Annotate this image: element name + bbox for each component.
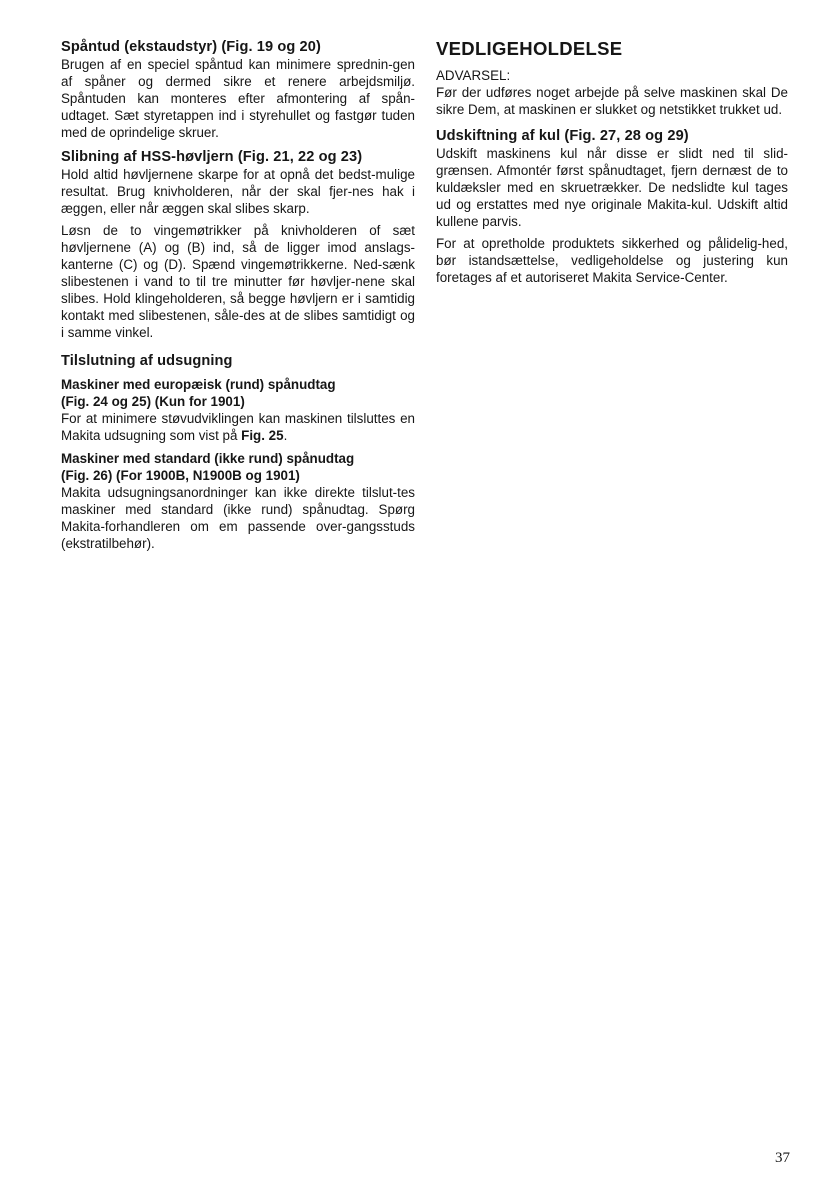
- warning-text: Før der udføres noget arbejde på selve maskinen skal De sikre Dem, at maskinen er slukket og netstikket trukket ud.: [436, 85, 788, 117]
- section-brushes: [436, 127, 788, 286]
- text-brushes-1: Udskift maskinens kul når disse er slidt ned til slid-grænsen. Afmontér først spånudtaget, fjern dernæst de to kuldæksler med en skruetrækker. De nedslidte kul tages ud og erstattes med nye originale Makita-kul. Udskift altid kullene parvis.: [436, 146, 788, 229]
- subheading-european-line2: (Fig. 24 og 25) (Kun for 1901): [61, 394, 245, 409]
- heading-sharpening: Slibning af HSS-høvljern (Fig. 21, 22 og 23): [61, 149, 363, 165]
- text-sharpening-2: Løsn de to vingemøtrikker på knivholderen of sæt høvljernene (A) og (B) ind, så de ligger imod anslags-kanterne (C) og (D). Spænd vingemøtrikkerne. Ned-sænk slibestenen i vand to til tre minutter før høvljer-nene skal slibes. Hold klingeholderen, så begge høvljern er i samtidig kontakt med slibestenen, såle-des at de slibes samtidigt og i samme vinkel.: [61, 223, 415, 340]
- figure-reference: Fig. 25: [241, 428, 284, 443]
- subsection-standard-outlet: [61, 450, 415, 552]
- right-column: [436, 38, 788, 293]
- text-european-body: For at minimere støvudviklingen kan maskinen tilsluttes en Makita udsugning som vist på: [61, 411, 415, 443]
- page-number: 37: [775, 1150, 790, 1166]
- text-european-outlet: [61, 410, 415, 444]
- text-sharpening-1: Hold altid høvljernene skarpe for at opnå det bedst-mulige resultat. Brug knivholderen, når der skal fjer-nes hak i æggen, eller når æggen skal slibes skarp.: [61, 167, 415, 216]
- heading-dust-extraction: Tilslutning af udsugning: [61, 353, 233, 369]
- subsection-european-outlet: [61, 376, 415, 444]
- heading-brushes: Udskiftning af kul (Fig. 27, 28 og 29): [436, 128, 689, 144]
- section-sharpening: [61, 148, 415, 341]
- subheading-european-line1: Maskiner med europæisk (rund) spånudtag: [61, 377, 336, 392]
- warning-label: ADVARSEL:: [436, 68, 511, 83]
- heading-chip-chute: Spåntud (ekstaudstyr) (Fig. 19 og 20): [61, 39, 321, 55]
- heading-maintenance: VEDLIGEHOLDELSE: [436, 38, 623, 59]
- subheading-standard-line2: (Fig. 26) (For 1900B, N1900B og 1901): [61, 468, 300, 483]
- text-chip-chute: Brugen af en speciel spåntud kan minimere sprednin-gen af spåner og dermed sikre et renere arbejdsmiljø. Spåntuden kan monteres efter afmontering af spån-udtaget. Sæt styretappen ind i styrehullet og fastgør tuden med de oprindelige skruer.: [61, 57, 415, 140]
- subheading-standard-line1: Maskiner med standard (ikke rund) spånudtag: [61, 451, 355, 466]
- section-chip-chute: [61, 38, 415, 141]
- text-brushes-2: For at opretholde produktets sikkerhed og pålidelig-hed, bør istandsættelse, vedligeholdelse og justering kun foretages af et autoriseret Makita Service-Center.: [436, 236, 788, 285]
- section-dust-extraction: [61, 352, 415, 552]
- text-standard-outlet: Makita udsugningsanordninger kan ikke direkte tilslut-tes maskiner med standard (ikke rund) spånudtag. Spørg Makita-forhandleren om em passende over-gangsstuds (ekstratilbehør).: [61, 485, 415, 551]
- text-european-end: .: [283, 428, 288, 443]
- left-column: [61, 38, 415, 559]
